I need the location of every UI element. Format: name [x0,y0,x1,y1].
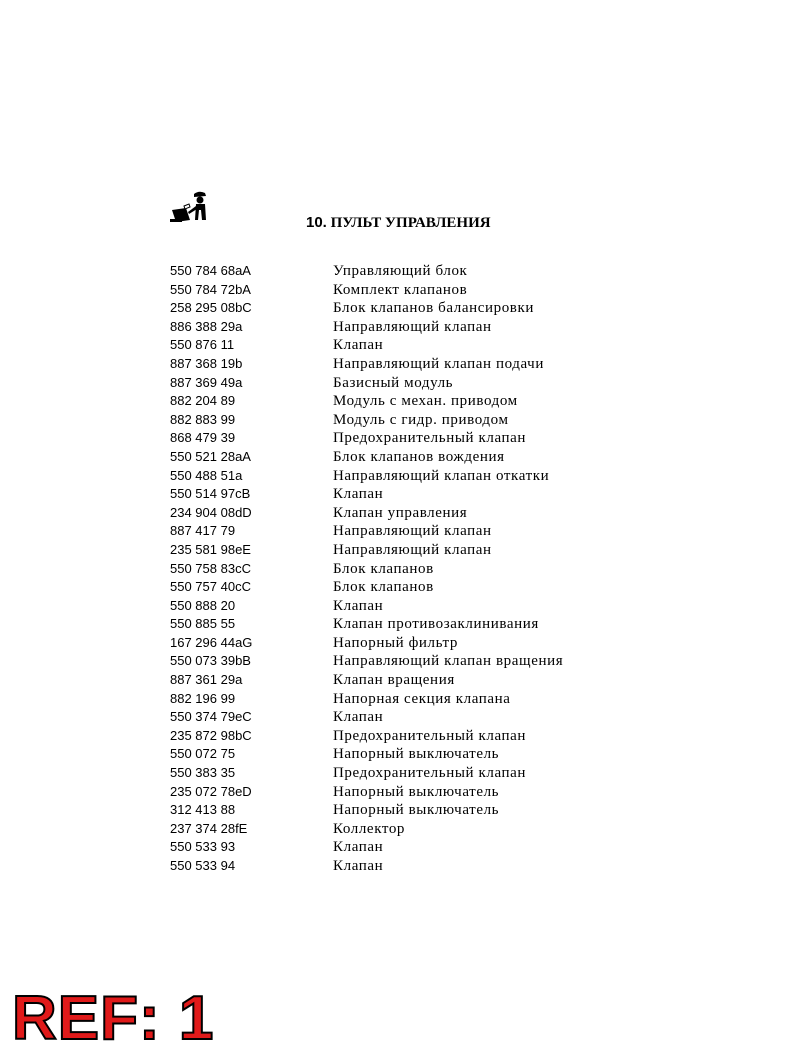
part-code: 550 383 35 [170,765,236,781]
list-item [170,299,610,318]
part-code: 550 757 40cC [170,579,251,595]
part-code: 550 784 72bA [170,281,251,297]
list-item [170,578,610,597]
list-item [170,652,610,671]
part-code: 234 904 08dD [170,504,252,520]
part-code: 550 876 11 [170,337,235,353]
part-code: 258 295 08bC [170,300,252,316]
part-description: Предохранительный клапан [333,430,527,447]
part-description: Клапан противозаклинивания [333,616,539,633]
list-item [170,727,610,746]
list-item [170,336,610,355]
list-item [170,541,610,560]
part-code: 550 488 51a [170,467,243,483]
part-code: 235 581 98eE [170,541,251,557]
part-code: 882 196 99 [170,690,236,706]
parts-list [170,262,610,876]
list-item [170,634,610,653]
part-description: Клапан [333,709,384,726]
list-item [170,801,610,820]
part-description: Клапан [333,337,384,354]
part-description: Напорный выключатель [333,746,500,763]
part-code: 235 872 98bC [170,727,252,743]
part-description: Направляющий клапан подачи [333,355,544,372]
list-item [170,671,610,690]
part-description: Направляющий клапан [333,318,492,335]
list-item [170,448,610,467]
part-description: Направляющий клапан [333,523,492,540]
list-item [170,504,610,523]
part-code: 868 479 39 [170,430,236,446]
part-description: Блок клапанов [333,560,434,577]
list-item [170,708,610,727]
part-description: Клапан [333,597,384,614]
part-description: Направляющий клапан вращения [333,653,564,670]
part-code: 550 758 83cC [170,560,251,576]
part-description: Напорный фильтр [333,634,458,651]
part-code: 550 888 20 [170,597,236,613]
list-item [170,783,610,802]
part-code: 887 417 79 [170,523,236,539]
list-item [170,597,610,616]
part-description: Напорная секция клапана [333,690,511,707]
part-code: 237 374 28fE [170,820,248,836]
part-description: Модуль с механ. приводом [333,393,518,410]
part-code: 550 073 39bB [170,653,251,669]
part-description: Комплект клапанов [333,281,468,298]
part-code: 550 521 28aA [170,448,251,464]
part-description: Управляющий блок [333,263,468,279]
list-item [170,690,610,709]
list-item [170,411,610,430]
part-description: Клапан [333,858,384,874]
section-title-text: ПУЛЬТ УПРАВЛЕНИЯ [330,215,491,231]
list-item [170,429,610,448]
part-description: Коллектор [333,820,406,837]
list-item [170,318,610,337]
list-item [170,522,610,541]
part-description: Базисный модуль [333,374,454,391]
list-item [170,374,610,393]
part-code: 886 388 29a [170,318,243,334]
part-code: 550 072 75 [170,746,236,762]
part-description: Блок клапанов [333,579,434,596]
part-code: 167 296 44aG [170,634,253,650]
part-description: Направляющий клапан откатки [333,467,550,484]
list-item [170,281,610,300]
part-description: Блок клапанов балансировки [333,300,534,317]
section-title [306,214,491,232]
part-code: 882 204 89 [170,393,236,409]
part-description: Клапан [333,486,384,503]
part-code: 887 361 29a [170,672,243,688]
part-code: 550 374 79eC [170,709,252,725]
list-item [170,262,610,281]
part-code: 235 072 78eD [170,783,252,799]
list-item [170,838,610,857]
part-description: Предохранительный клапан [333,765,527,782]
list-item [170,560,610,579]
section-number: 10. [306,214,327,231]
part-code: 882 883 99 [170,411,236,427]
part-code: 550 533 94 [170,858,236,873]
part-code: 887 368 19b [170,355,243,371]
mechanic-icon [168,190,212,228]
list-item [170,764,610,783]
list-item [170,820,610,839]
part-description: Направляющий клапан [333,541,492,558]
list-item [170,857,610,876]
part-description: Клапан вращения [333,672,455,689]
part-description: Предохранительный клапан [333,727,527,744]
part-code: 550 533 93 [170,839,236,855]
part-code: 312 413 88 [170,802,236,818]
part-description: Клапан [333,839,384,856]
part-code: 550 784 68aA [170,263,251,278]
list-item [170,467,610,486]
part-description: Напорный выключатель [333,802,500,819]
list-item [170,485,610,504]
part-code: 550 514 97cB [170,486,251,502]
part-description: Клапан управления [333,504,468,521]
list-item [170,355,610,374]
part-code: 887 369 49a [170,374,243,390]
part-description: Модуль с гидр. приводом [333,411,509,428]
list-item [170,745,610,764]
part-code: 550 885 55 [170,616,236,632]
part-description: Блок клапанов вождения [333,448,505,465]
list-item [170,392,610,411]
reference-label: REF: 1 [12,984,215,1053]
part-description: Напорный выключатель [333,783,500,800]
list-item [170,615,610,634]
